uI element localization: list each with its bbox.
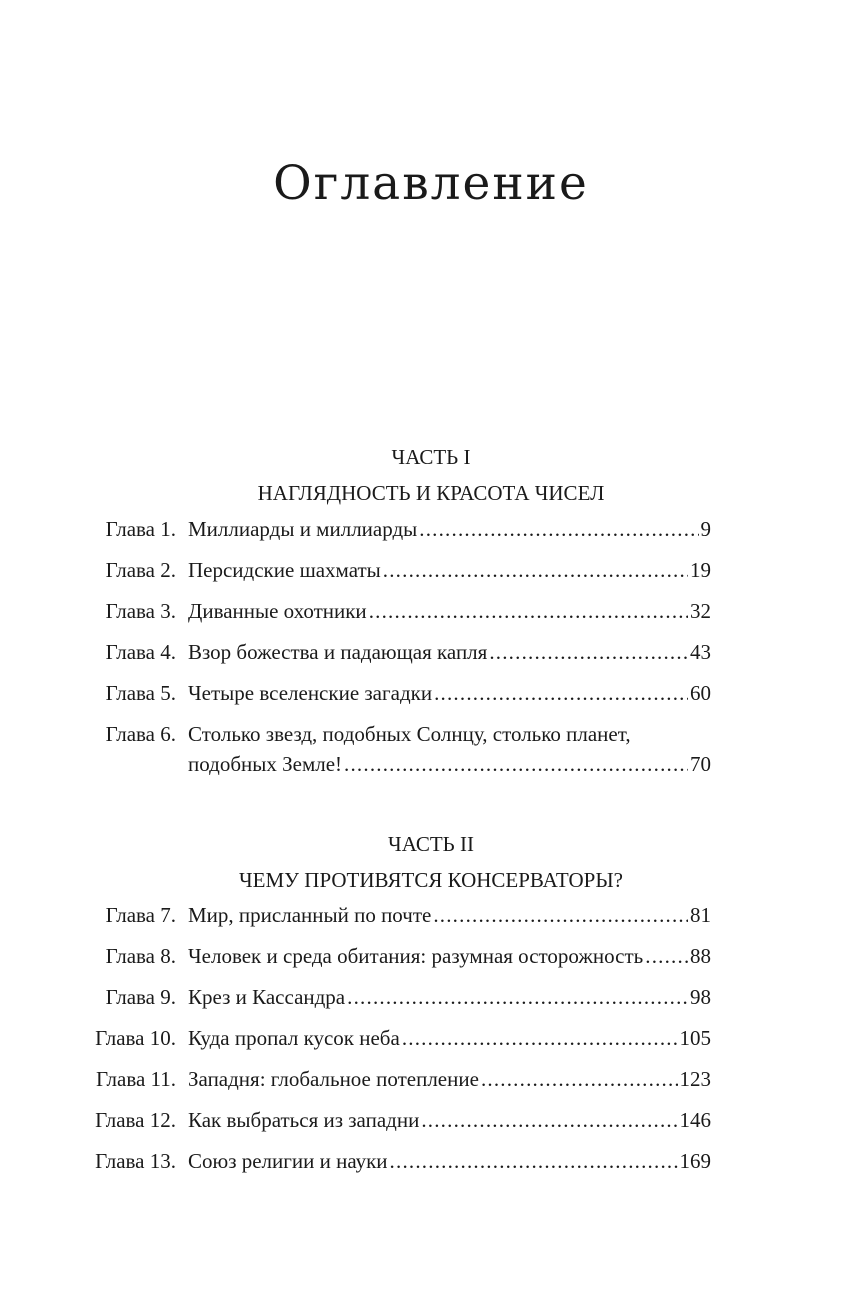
- toc-row-chapter-10[interactable]: [0, 1023, 862, 1064]
- dot-leader: [419, 514, 698, 544]
- chapter-number: Глава 13.: [95, 1149, 176, 1173]
- page-number: 60: [690, 681, 711, 705]
- page-title: Оглавление: [273, 156, 589, 211]
- chapter-title: Диванные охотники: [188, 599, 367, 623]
- chapter-title: Взор божества и падающая капля: [188, 640, 488, 664]
- chapter-title: Четыре вселенские загадки: [188, 681, 433, 705]
- dot-leader: [421, 1105, 677, 1135]
- dot-leader: [390, 1146, 678, 1176]
- chapter-number: Глава 12.: [95, 1108, 176, 1132]
- toc-entry: [188, 555, 711, 585]
- page-number: 81: [690, 903, 711, 927]
- chapter-number: Глава 11.: [95, 1067, 176, 1091]
- dot-leader: [347, 982, 688, 1012]
- chapter-number: Глава 5.: [105, 681, 176, 705]
- chapter-number: Глава 2.: [105, 558, 176, 582]
- toc-entry: [188, 514, 711, 544]
- chapter-title: Миллиарды и миллиарды: [188, 517, 418, 541]
- chapter-number: Глава 7.: [105, 903, 176, 927]
- toc-entry: [188, 719, 711, 779]
- page-number: 70: [690, 752, 711, 776]
- toc-entry: [188, 1146, 711, 1176]
- dot-leader: [489, 637, 688, 667]
- chapter-number: Глава 3.: [105, 599, 176, 623]
- chapter-title: Человек и среда обитания: разумная осторожность: [188, 944, 644, 968]
- chapter-title-line-2: подобных Земле!: [188, 752, 343, 776]
- part-1-header: [0, 439, 862, 511]
- toc-entry: [188, 678, 711, 708]
- toc-entry: [188, 1105, 711, 1135]
- dot-leader: [383, 555, 688, 585]
- dot-leader: [434, 678, 688, 708]
- toc-entry: [188, 1023, 711, 1053]
- toc-row-chapter-13[interactable]: [0, 1146, 862, 1187]
- page-number: 19: [690, 558, 711, 582]
- page-number: 43: [690, 640, 711, 664]
- toc-row-chapter-5[interactable]: [0, 678, 862, 719]
- dot-leader: [402, 1023, 678, 1053]
- toc-row-chapter-8[interactable]: [0, 941, 862, 982]
- dot-leader: [344, 749, 688, 779]
- page-number: 88: [690, 944, 711, 968]
- chapter-title-line-2-row: [188, 749, 711, 779]
- toc-row-chapter-9[interactable]: [0, 982, 862, 1023]
- dot-leader: [481, 1064, 678, 1094]
- toc-row-chapter-11[interactable]: [0, 1064, 862, 1105]
- part-1-name: НАГЛЯДНОСТЬ И КРАСОТА ЧИСЕЛ: [257, 481, 605, 505]
- chapter-title: Западня: глобальное потепление: [188, 1067, 479, 1091]
- toc-entry: [188, 900, 711, 930]
- dot-leader: [645, 941, 688, 971]
- chapter-number: Глава 8.: [105, 944, 176, 968]
- toc-row-chapter-6[interactable]: [0, 719, 862, 779]
- toc-row-chapter-3[interactable]: [0, 596, 862, 637]
- toc-entry: [188, 941, 711, 971]
- part-2-header: [0, 826, 862, 898]
- dot-leader: [433, 900, 688, 930]
- part-1-label: ЧАСТЬ I: [391, 445, 471, 469]
- chapter-title: Союз религии и науки: [188, 1149, 388, 1173]
- chapter-number: Глава 1.: [105, 517, 176, 541]
- chapter-number: Глава 6.: [105, 722, 176, 746]
- toc-entry: [188, 982, 711, 1012]
- part-2-name: ЧЕМУ ПРОТИВЯТСЯ КОНСЕРВАТОРЫ?: [239, 868, 623, 892]
- page-number: 123: [679, 1067, 711, 1091]
- toc-row-chapter-12[interactable]: [0, 1105, 862, 1146]
- chapter-number: Глава 4.: [105, 640, 176, 664]
- toc-entry: [188, 637, 711, 667]
- chapter-title: Мир, присланный по почте: [188, 903, 432, 927]
- toc-entry: [188, 1064, 711, 1094]
- part-2-label: ЧАСТЬ II: [388, 832, 474, 856]
- toc-row-chapter-4[interactable]: [0, 637, 862, 678]
- page-number: 105: [679, 1026, 711, 1050]
- chapter-title: Крез и Кассандра: [188, 985, 346, 1009]
- chapter-title: Как выбраться из западни: [188, 1108, 420, 1132]
- toc-entry: [188, 596, 711, 626]
- toc-row-chapter-7[interactable]: [0, 900, 862, 941]
- page-number: 9: [700, 517, 711, 541]
- page-number: 32: [690, 599, 711, 623]
- chapter-number: Глава 10.: [95, 1026, 176, 1050]
- toc-row-chapter-2[interactable]: [0, 555, 862, 596]
- page-number: 98: [690, 985, 711, 1009]
- dot-leader: [369, 596, 688, 626]
- page-number: 146: [679, 1108, 711, 1132]
- chapter-title-line-1: Столько звезд, подобных Солнцу, столько планет,: [188, 722, 631, 746]
- chapter-title: Куда пропал кусок неба: [188, 1026, 400, 1050]
- chapter-title: Персидские шахматы: [188, 558, 381, 582]
- page-number: 169: [679, 1149, 711, 1173]
- chapter-number: Глава 9.: [105, 985, 176, 1009]
- toc-row-chapter-1[interactable]: [0, 514, 862, 555]
